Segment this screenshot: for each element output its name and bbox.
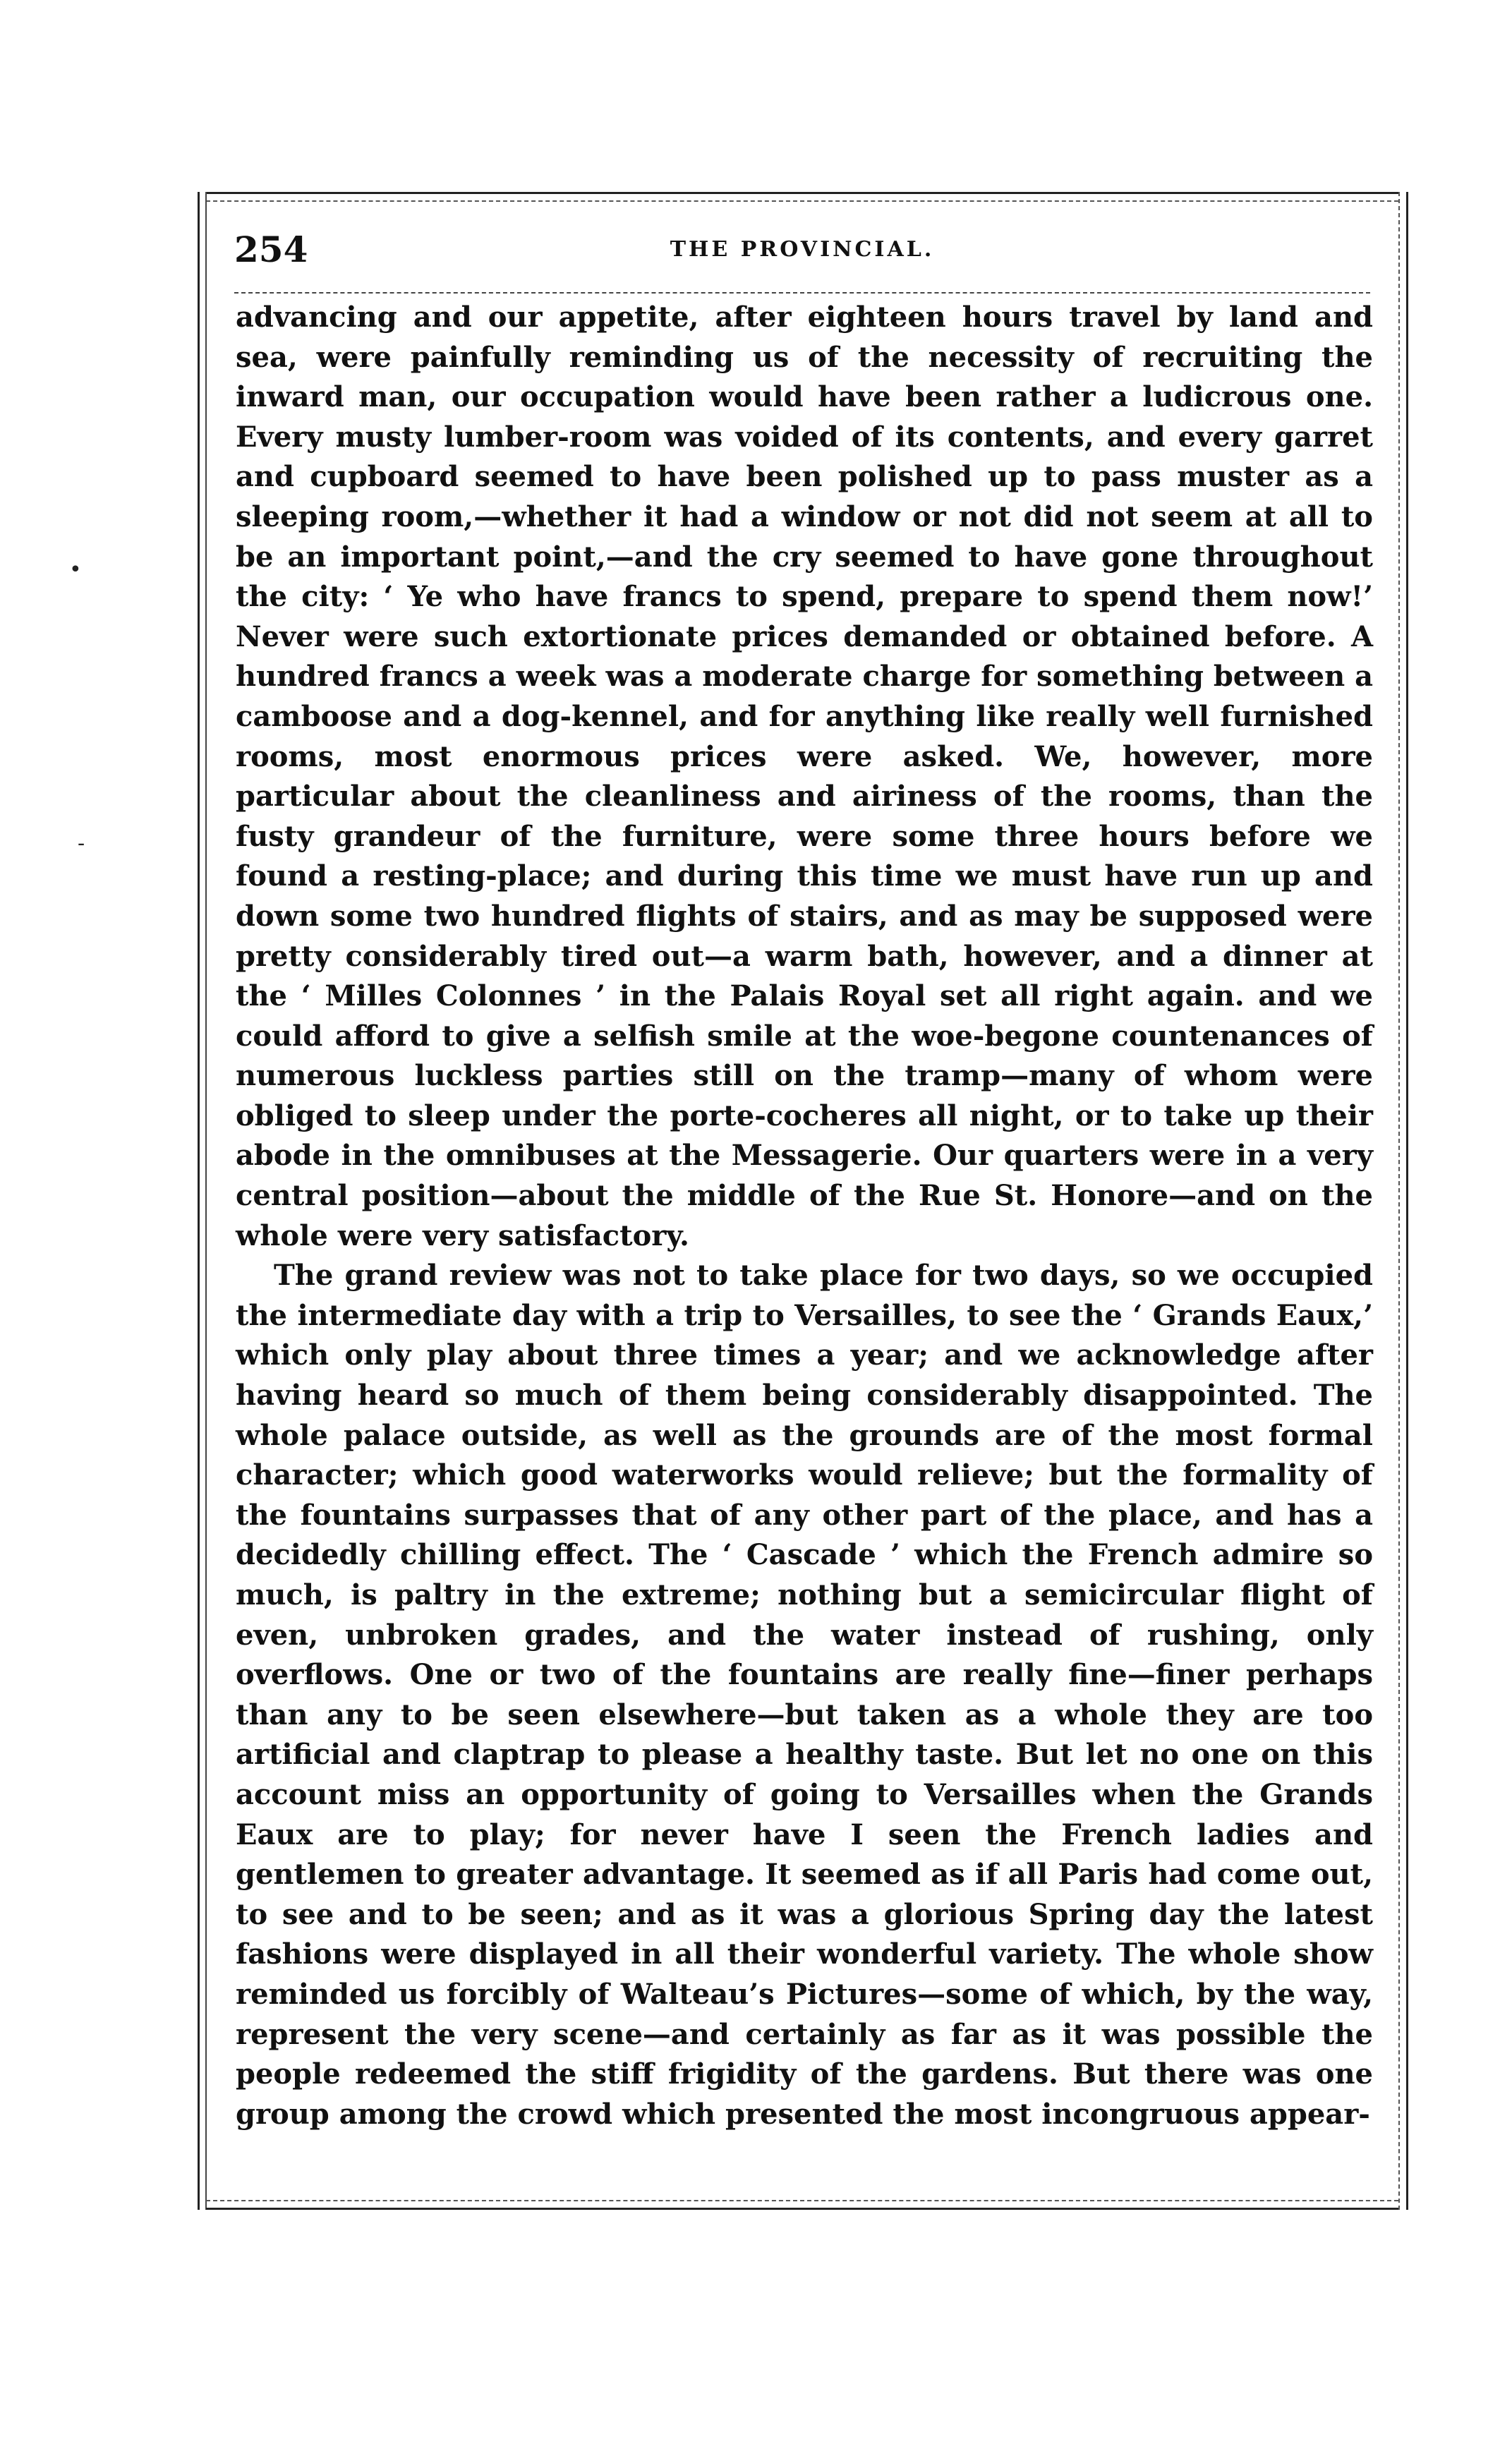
frame-rule-top-inner — [206, 200, 1398, 202]
stray-dot-mark: • — [69, 557, 82, 582]
stray-dash-mark: - — [78, 831, 85, 856]
frame-rule-left-inner — [205, 192, 207, 2210]
page-number: 254 — [234, 229, 308, 270]
paragraph-1: advancing and our appetite, after eighteen hours travel by land and sea, were painfully reminding us of the necessity of recruiting the inward man, our occupation would have been rather a ludicrous one. Every musty lumber-room was voided of its contents, and every garret and cupboard seemed to have been polished up to pass muster as a sleeping room,—whether it had a window or not did not seem at all to be an important point,—and the cry seemed to have gone throughout the city: ‘ Ye who have francs to spend, prepare to spend them now!’ Never were such extortionate prices demanded or obtained before. A hundred francs a week was a moderate charge for something between a camboose and a dog-kennel, and for anything like really well furnished rooms, most enormous prices were asked. We, however, more particular about the cleanliness and airiness of the rooms, than the fusty grandeur of the furniture, were some three hours before we found a resting-place; and during this time we must have run up and down some two hundred flights of stairs, and as may be supposed were pretty considerably tired out—a warm bath, however, and a dinner at the ‘ Milles Colonnes ’ in the Palais Royal set all right again. and we could afford to give a selfish smile at the woe-begone countenances of numerous luckless parties still on the tramp—many of whom were obliged to sleep under the porte-cocheres all night, or to take up their abode in the omnibuses at the Messagerie. Our quarters were in a very central position—about the middle of the Rue St. Honore—and on the whole were very satisfactory. — [236, 301, 1373, 1252]
running-head: THE PROVINCIAL. — [670, 237, 935, 262]
page-header — [234, 229, 1370, 278]
paragraph-2: The grand review was not to take place for two days, so we occupied the intermediate day with a trip to Versailles, to see the ‘ Grands Eaux,’ which only play about three times a year; and we acknowledge after having heard so much of them being considerably disappointed. The whole palace outside, as well as the grounds are of the most formal character; which good waterworks would relieve; but the formality of the fountains surpasses that of any other part of the place, and has a decidedly chilling effect. The ‘ Cascade ’ which the French admire so much, is paltry in the extreme; nothing but a semicircular flight of even, unbroken grades, and the water instead of rushing, only overflows. One or two of the fountains are really fine—finer perhaps than any to be seen elsewhere—but taken as a whole they are too artificial and claptrap to please a healthy taste. But let no one on this account miss an opportunity of going to Versailles when the Grands Eaux are to play; for never have I seen the French ladies and gentlemen to greater advantage. It seemed as if all Paris had come out, to see and to be seen; and as it was a glorious Spring day the latest fashions were displayed in all their wonderful variety. The whole show reminded us forcibly of Walteau’s Pictures—some of which, by the way, represent the very scene—and certainly as far as it was possible the people redeemed the stiff frigidity of the gardens. But there was one group among the crowd which presented the most incongruous appear- — [236, 1259, 1373, 2131]
body-text — [236, 298, 1373, 2134]
frame-rule-top — [206, 192, 1398, 194]
frame-rule-right — [1406, 192, 1408, 2210]
page-frame — [206, 192, 1398, 2210]
frame-rule-bottom — [206, 2208, 1398, 2210]
frame-rule-left — [198, 192, 200, 2210]
header-rule — [234, 292, 1370, 294]
frame-rule-right-inner — [1398, 192, 1400, 2210]
frame-rule-bottom-inner — [206, 2200, 1398, 2201]
